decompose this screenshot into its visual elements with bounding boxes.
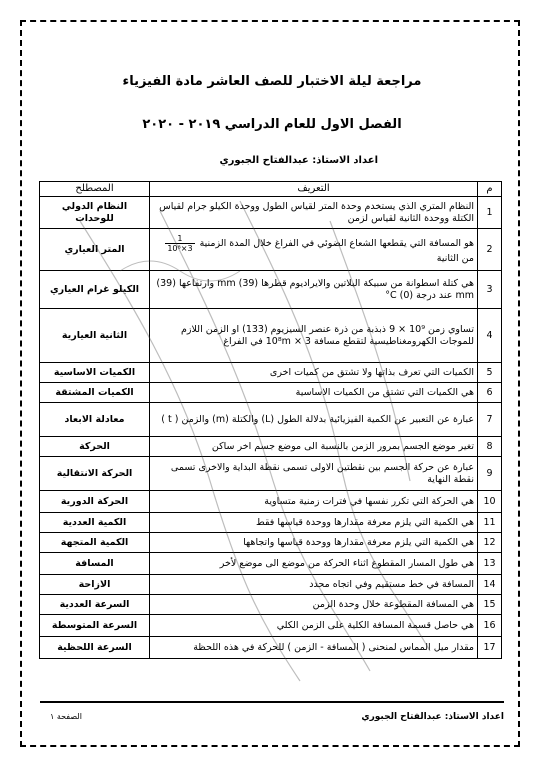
row-definition: هي كتلة اسطوانة من سبيكة البلاتين والايراديوم قطرها (39) mm وارتفاعها (39) mm عند درجة (0) C° (150, 271, 478, 309)
row-number: 13 (478, 553, 502, 575)
row-definition: هي الكمية التي يلزم معرفة مقدارها ووحدة قياسها فقط (150, 513, 478, 533)
row-term: الحركة (40, 437, 150, 457)
fraction (165, 234, 194, 253)
row-definition: هي حاصل قسمة المسافة الكلية على الزمن الكلي (150, 615, 478, 637)
page-title: مراجعة ليلة الاختبار للصف العاشر مادة الفيزياء (122, 74, 422, 89)
table-row (40, 553, 502, 575)
table-row (40, 513, 502, 533)
row-definition: هي الحركة التي تكرر نفسها في فترات زمنية متساوية (150, 491, 478, 513)
terms-table (39, 181, 502, 659)
row-number: 1 (478, 197, 502, 229)
table-row (40, 637, 502, 659)
table-row (40, 383, 502, 403)
table-row (40, 403, 502, 437)
table-row (40, 229, 502, 271)
author-name: اعداد الاستاذ: عبدالفتاح الجبوري (219, 155, 378, 166)
row-term: الكيلو غرام العياري (40, 271, 150, 309)
row-definition: عبارة عن التعبير عن الكمية الفيزيائية بدلالة الطول (L) والكتلة (m) والزمن ( t ) (150, 403, 478, 437)
row-definition: الكميات التي تعرف بذاتها ولا تشتق من كميات اخرى (150, 363, 478, 383)
row-number: 17 (478, 637, 502, 659)
row-number: 10 (478, 491, 502, 513)
row-definition: مقدار ميل المماس لمنحنى ( المسافة - الزمن ) للحركة في هذه اللحظة (150, 637, 478, 659)
row-term: النظام الدولي للوحدات (40, 197, 150, 229)
row-number: 6 (478, 383, 502, 403)
row-term: السرعة اللحظية (40, 637, 150, 659)
row-definition: عبارة عن حركة الجسم بين نقطتين الاولى تسمى نقطة البداية والاخرى تسمى نقطة النهاية (150, 457, 478, 491)
page-subtitle: الفصل الاول للعام الدراسي ٢٠١٩ - ٢٠٢٠ (142, 117, 402, 132)
row-term: الكميات المشتقة (40, 383, 150, 403)
row-term: الكميات الاساسية (40, 363, 150, 383)
table-row (40, 491, 502, 513)
row-term: الكمية العددية (40, 513, 150, 533)
table-row (40, 533, 502, 553)
row-definition: المسافة في خط مستقيم وفي اتجاه محدد (150, 575, 478, 595)
row-definition: هي الكمية التي يلزم معرفة مقدارها ووحدة قياسها واتجاهها (150, 533, 478, 553)
row-definition: هي طول المسار المقطوع اثناء الحركة من موضع الى موضع لأخر (150, 553, 478, 575)
row-term: الحركة الانتقالية (40, 457, 150, 491)
table-row (40, 197, 502, 229)
footer-author: اعداد الاستاذ: عبدالفتاح الجبوري (361, 712, 504, 722)
header-num: م (478, 182, 502, 197)
row-definition: هي الكميات التي تشتق من الكميات الاساسية (150, 383, 478, 403)
fraction-numerator: 1 (165, 234, 194, 244)
row-number: 15 (478, 595, 502, 615)
fraction-denominator: 3×10⁸ (167, 244, 193, 253)
row-number: 8 (478, 437, 502, 457)
row-term: معادلة الابعاد (40, 403, 150, 437)
row-number: 14 (478, 575, 502, 595)
header-definition: التعريف (150, 182, 478, 197)
table-row (40, 575, 502, 595)
row-term: المتر العياري (40, 229, 150, 271)
table-row (40, 363, 502, 383)
table-row (40, 457, 502, 491)
table-row (40, 615, 502, 637)
row-term: الكمية المتجهة (40, 533, 150, 553)
table-row (40, 271, 502, 309)
footer-divider (40, 701, 504, 703)
definition-text: هو المسافة التي يقطعها الشعاع الضوئي في الفراغ خلال المدة الزمنية (199, 238, 474, 249)
row-term: السرعة العددية (40, 595, 150, 615)
header-term: المصطلح (40, 182, 150, 197)
row-term: السرعة المتوسطة (40, 615, 150, 637)
row-number: 3 (478, 271, 502, 309)
row-number: 7 (478, 403, 502, 437)
row-definition (150, 229, 478, 271)
row-definition: تغير موضع الجسم بمرور الزمن بالنسبة الى موضع جسم اخر ساكن (150, 437, 478, 457)
row-definition: تساوي زمن 10⁹ × 9 ذبذبة من ذرة عنصر السيزيوم (133) او الزمن اللازم للموجات الكهرومغناطيسية لتقطع مسافة 3 × 10⁸m في الفراغ (150, 309, 478, 363)
row-number: 11 (478, 513, 502, 533)
row-number: 4 (478, 309, 502, 363)
definition-text: من الثانية (436, 253, 474, 264)
row-number: 5 (478, 363, 502, 383)
row-term: الحركة الدورية (40, 491, 150, 513)
row-term: الازاحة (40, 575, 150, 595)
row-term: الثانية العيارية (40, 309, 150, 363)
table-header-row (40, 182, 502, 197)
table-row (40, 309, 502, 363)
table-row (40, 437, 502, 457)
row-number: 2 (478, 229, 502, 271)
row-definition: النظام المتري الذي يستخدم وحدة المتر لقياس الطول ووحدة الكيلو جرام لقياس الكتلة ووحدة الثانية لقياس لزمن (150, 197, 478, 229)
row-number: 9 (478, 457, 502, 491)
row-definition: هي المسافة المقطوعة خلال وحدة الزمن (150, 595, 478, 615)
table-row (40, 595, 502, 615)
row-number: 12 (478, 533, 502, 553)
row-number: 16 (478, 615, 502, 637)
page-number: الصفحة ١ (50, 712, 82, 721)
row-term: المسافة (40, 553, 150, 575)
